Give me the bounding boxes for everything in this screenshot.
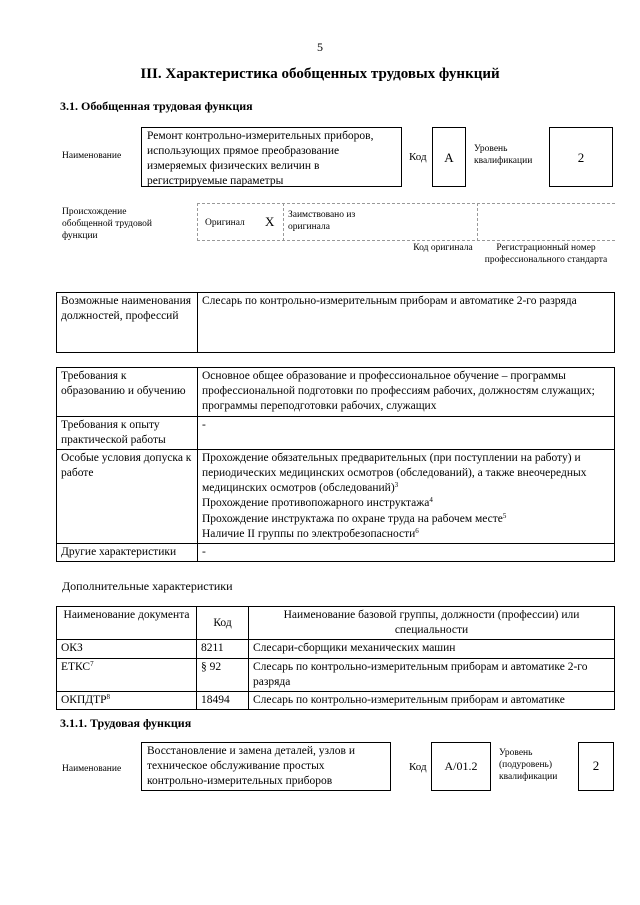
other-label: Другие характеристики xyxy=(57,543,198,561)
gtf-original-mark: Х xyxy=(265,214,275,229)
education-label: Требования к образованию и обучению xyxy=(57,368,198,417)
tf-name-label: Наименование xyxy=(62,764,122,774)
gtf-heading: 3.1. Обобщенная трудовая функция xyxy=(60,99,253,113)
origin-border xyxy=(197,240,615,241)
origin-divider xyxy=(477,203,478,241)
table-row: ОКЗ 8211 Слесари-сборщики механических машин xyxy=(57,640,615,658)
reg-number-caption: Регистрационный номер профессионального стандарта xyxy=(484,243,608,265)
col-name-header: Наименование базовой группы, должности (профессии) или специальности xyxy=(249,607,615,640)
col-doc-header: Наименование документа xyxy=(57,607,197,640)
gtf-code-value: А xyxy=(432,127,466,187)
gtf-borrowed-label: Заимствовано из оригинала xyxy=(288,210,356,232)
table-row: ЕТКС$^7$ § 92 Слесарь по контрольно-измерительным приборам и автоматике 2-го разряда xyxy=(57,658,615,691)
conditions-label: Особые условия допуска к работе xyxy=(57,449,198,543)
origin-border xyxy=(197,203,615,204)
tf-name-value: Восстановление и замена деталей, узлов и техническое обслуживание простых контрольно-измерительных приборов xyxy=(141,742,391,791)
positions-label: Возможные наименования должностей, профессий xyxy=(57,293,198,353)
education-value: Основное общее образование и профессиональное обучение – программы профессиональной подготовки по профессиям рабочих, должностям служащих; программы переподготовки рабочих, служащих xyxy=(198,368,615,417)
positions-value: Слесарь по контрольно-измерительным приборам и автоматике 2-го разряда xyxy=(198,293,615,353)
condition-item: Прохождение обязательных предварительных (при поступлении на работу) и периодических медицинских осмотров (обследований), а также внеочередных медицинских осмотров (обследований)$^3$ xyxy=(202,451,587,495)
requirements-table xyxy=(56,367,615,562)
experience-label: Требования к опыту практической работы xyxy=(57,416,198,449)
gtf-code-label: Код xyxy=(409,151,427,163)
gtf-name-label: Наименование xyxy=(62,151,122,161)
origin-divider xyxy=(283,203,284,241)
additional-table xyxy=(56,606,615,710)
additional-heading: Дополнительные характеристики xyxy=(62,579,233,593)
tf-level-label: Уровень (подуровень) квалификации xyxy=(499,748,558,782)
conditions-value xyxy=(198,449,615,543)
origin-divider xyxy=(197,203,198,241)
col-code-header: Код xyxy=(197,607,249,640)
gtf-origin-label: Происхождение обобщенной трудовой функции xyxy=(62,207,152,241)
orig-code-caption: Код оригинала xyxy=(413,243,473,253)
condition-item: Прохождение противопожарного инструктажа$^4$ xyxy=(202,496,433,510)
tf-code-value: A/01.2 xyxy=(431,742,491,791)
gtf-name-value: Ремонт контрольно-измерительных приборов, использующих прямое преобразование измеряемых физических величин в регистрируемые параметры xyxy=(141,127,402,187)
tf-code-label: Код xyxy=(409,761,427,773)
page-number: 5 xyxy=(317,40,323,54)
condition-item: Наличие II группы по электробезопасности$^6$ xyxy=(202,526,419,540)
tf-heading: 3.1.1. Трудовая функция xyxy=(60,716,192,730)
gtf-level-value: 2 xyxy=(549,127,613,187)
section-title: III. Характеристика обобщенных трудовых функций xyxy=(140,66,500,82)
gtf-original-label: Оригинал xyxy=(205,218,245,228)
tf-level-value: 2 xyxy=(578,742,614,791)
positions-table xyxy=(56,292,615,353)
table-row: ОКПДТР$^8$ 18494 Слесарь по контрольно-измерительным приборам и автоматике xyxy=(57,691,615,709)
condition-item: Прохождение инструктажа по охране труда на рабочем месте$^5$ xyxy=(202,511,507,525)
other-value: - xyxy=(198,543,615,561)
gtf-level-label: Уровень квалификации xyxy=(474,144,533,166)
experience-value: - xyxy=(198,416,615,449)
